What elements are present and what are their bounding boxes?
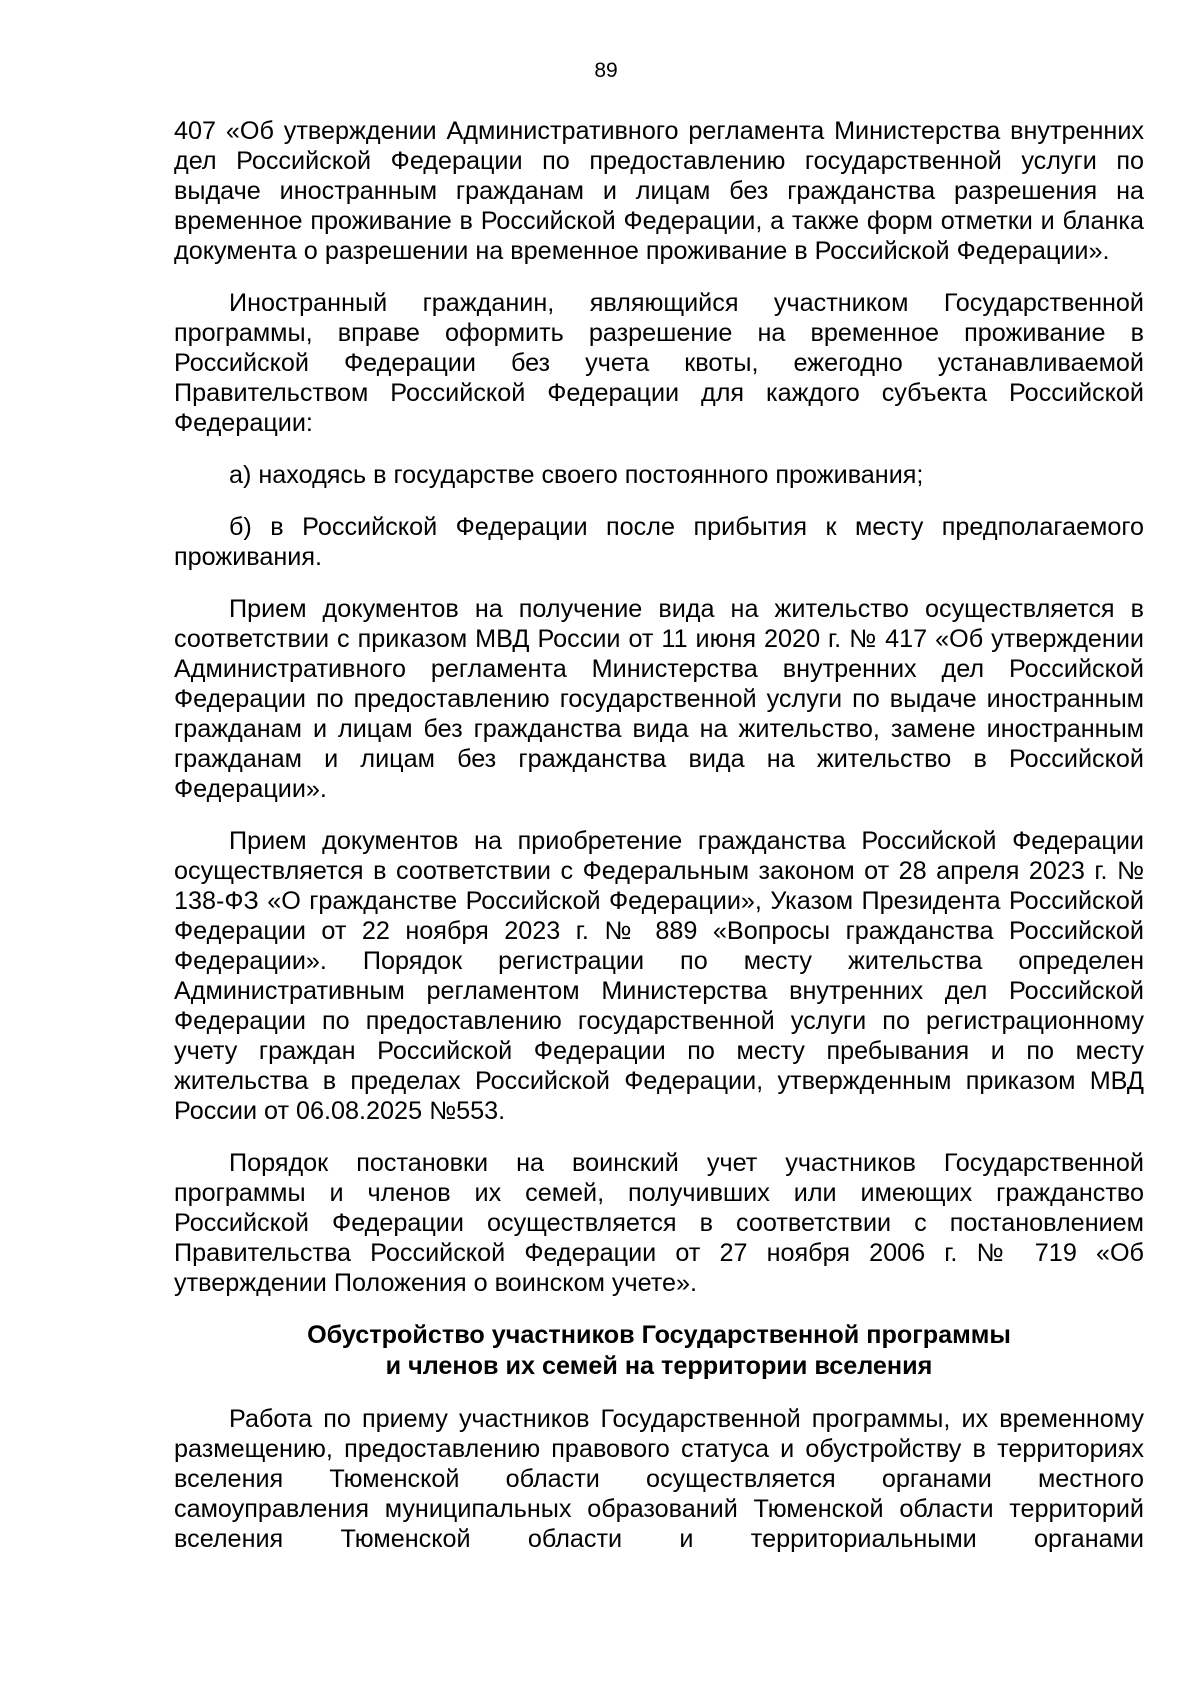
list-item-a: а) находясь в государстве своего постоянного проживания; <box>229 461 924 489</box>
section-heading-line-2: и членов их семей на территории вселения <box>385 1352 933 1380</box>
paragraph-residence-permit: Прием документов на получение вида на жительство осуществляется в соответствии с приказом МВД России от 11 июня 2020 г. № 417 «Об утверждении Административного регламента Министерства внутренних дел Российской Федерации по предоставлению государственной услуги по выдаче иностранным гражданам и лицам без гражданства вида на жительство, замене иностранным гражданам и лицам без гражданства вида на жительство в Российской Федерации». <box>174 595 1144 803</box>
paragraph-settlement-work: Работа по приему участников Государственной программы, их временному размещению, предоставлению правового статуса и обустройству в территориях вселения Тюменской области осуществляется органами местного самоуправления муниципальных образований Тюменской области территорий вселения Тюменской области и территориальными органами <box>174 1405 1144 1553</box>
page-number: 89 <box>594 59 618 82</box>
paragraph-citizenship: Прием документов на приобретение гражданства Российской Федерации осуществляется в соответствии с Федеральным законом от 28 апреля 2023 г. № 138-ФЗ «О гражданстве Российской Федерации», Указом Президента Российской Федерации от 22 ноября 2023 г. № 889 «Вопросы гражданства Российской Федерации». Порядок регистрации по месту жительства определен Административным регламентом Министерства внутренних дел Российской Федерации по предоставлению государственной услуги по регистрационному учету граждан Российской Федерации по месту пребывания и по месту жительства в пределах Российской Федерации, утвержденным приказом МВД России от 06.08.2025 №553. <box>174 827 1144 1125</box>
paragraph-regulation-continuation: 407 «Об утверждении Административного регламента Министерства внутренних дел Российской Федерации по предоставлению государственной услуги по выдаче иностранным гражданам и лицам без гражданства разрешения на временное проживание в Российской Федерации, а также форм отметки и бланка документа о разрешении на временное проживание в Российской Федерации». <box>174 117 1144 265</box>
list-item-b: б) в Российской Федерации после прибытия к месту предполагаемого проживания. <box>174 513 1144 571</box>
document-body <box>174 116 1144 1576</box>
paragraph-military-registration: Порядок постановки на воинский учет участников Государственной программы и членов их семей, получивших или имеющих гражданство Российской Федерации осуществляется в соответствии с постановлением Правительства Российской Федерации от 27 ноября 2006 г. № 719 «Об утверждении Положения о воинском учете». <box>174 1149 1144 1297</box>
section-heading-line-1: Обустройство участников Государственной программы <box>307 1321 1011 1349</box>
paragraph-temporary-residence: Иностранный гражданин, являющийся участником Государственной программы, вправе оформить разрешение на временное проживание в Российской Федерации без учета квоты, ежегодно устанавливаемой Правительством Российской Федерации для каждого субъекта Российской Федерации: <box>174 289 1144 437</box>
section-heading <box>174 1320 1144 1382</box>
